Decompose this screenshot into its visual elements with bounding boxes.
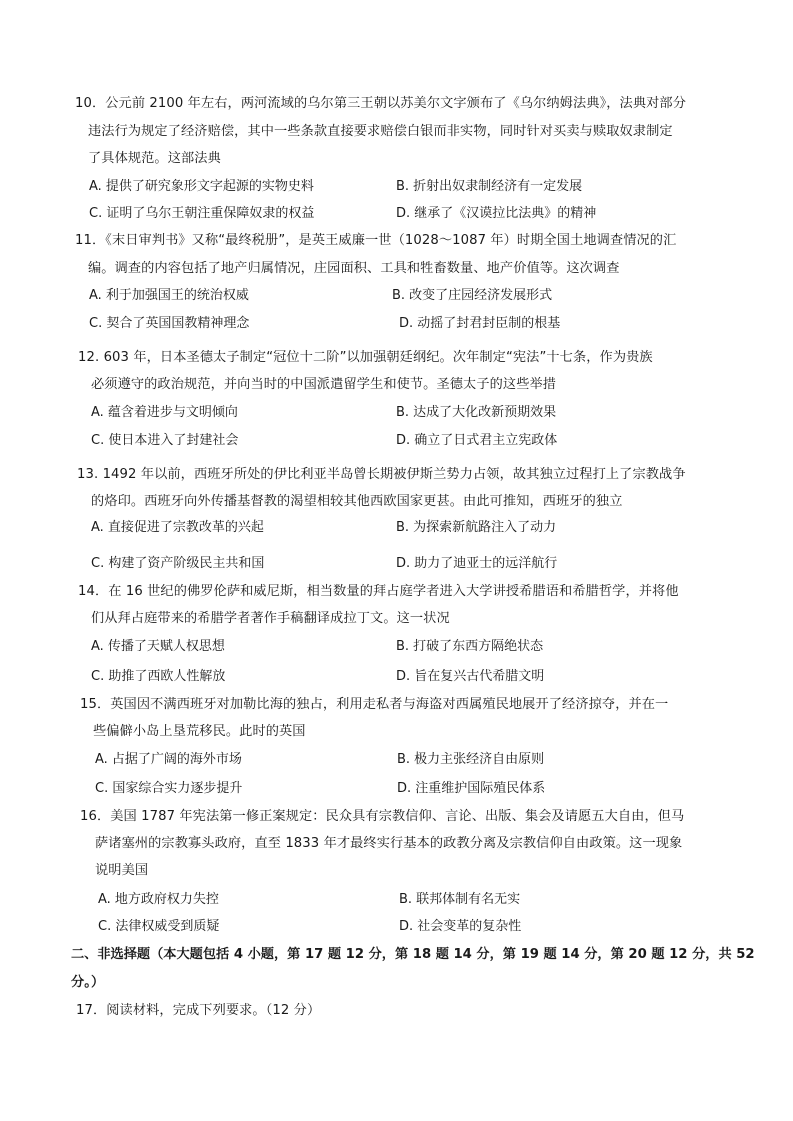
question-12-line-1: 12. 603 年，日本圣德太子制定“冠位十二阶”以加强朝廷纲纪。次年制定“宪法”十七条，作为贵族: [78, 350, 653, 365]
question-15-option-c: C. 国家综合实力逐步提升: [95, 781, 243, 796]
section-2-heading-line-1: 二、非选择题（本大题包括 4 小题，第 17 题 12 分，第 18 题 14 分，第 19 题 14 分，第 20 题 12 分，共 52: [71, 947, 755, 962]
question-12-line-2: 必须遵守的政治规范，并向当时的中国派遣留学生和使节。圣德太子的这些举措: [91, 377, 557, 392]
question-10-option-c: C. 证明了乌尔王朝注重保障奴隶的权益: [89, 206, 315, 221]
question-11-option-b: B. 改变了庄园经济发展形式: [392, 288, 553, 303]
question-15-option-d: D. 注重维护国际殖民体系: [397, 781, 546, 796]
question-10-line-2: 违法行为规定了经济赔偿，其中一些条款直接要求赔偿白银而非实物，同时针对买卖与赎取奴隶制定: [88, 124, 673, 139]
question-10-option-b: B. 折射出奴隶制经济有一定发展: [396, 179, 583, 194]
question-10-line-1: 10．公元前 2100 年左右，两河流域的乌尔第三王朝以苏美尔文字颁布了《乌尔纳姆法典》，法典对部分: [75, 96, 686, 111]
question-13-option-a: A. 直接促进了宗教改革的兴起: [91, 520, 264, 535]
question-14-option-d: D. 旨在复兴古代希腊文明: [396, 669, 545, 684]
question-14-option-a: A. 传播了天赋人权思想: [91, 639, 225, 654]
question-15-line-1: 15．英国因不满西班牙对加勒比海的独占，利用走私者与海盗对西属殖民地展开了经济掠夺，并在一: [80, 697, 669, 712]
question-16-option-a: A. 地方政府权力失控: [98, 892, 219, 907]
question-14-option-b: B. 打破了东西方隔绝状态: [396, 639, 544, 654]
question-15-line-2: 些偏僻小岛上垦荒移民。此时的英国: [93, 724, 306, 739]
question-16-line-1: 16．美国 1787 年宪法第一修正案规定：民众具有宗教信仰、言论、出版、集会及请愿五大自由，但马: [80, 809, 685, 824]
question-16-option-d: D. 社会变革的复杂性: [399, 919, 522, 934]
question-14-option-c: C. 助推了西欧人性解放: [91, 669, 226, 684]
question-12-option-b: B. 达成了大化改新预期效果: [396, 405, 557, 420]
question-11-option-d: D. 动摇了封君封臣制的根基: [399, 316, 561, 331]
question-13-option-c: C. 构建了资产阶级民主共和国: [91, 556, 265, 571]
question-11-option-c: C. 契合了英国国教精神理念: [89, 316, 250, 331]
question-13-line-1: 13. 1492 年以前，西班牙所处的伊比利亚半岛曾长期被伊斯兰势力占领，故其独立过程打上了宗教战争: [77, 467, 686, 482]
question-13-option-d: D. 助力了迪亚士的远洋航行: [396, 556, 558, 571]
question-13-option-b: B. 为探索新航路注入了动力: [396, 520, 557, 535]
question-16-option-b: B. 联邦体制有名无实: [399, 892, 521, 907]
section-2-heading-line-2: 分。）: [71, 975, 105, 990]
question-10-option-d: D. 继承了《汉谟拉比法典》的精神: [396, 206, 597, 221]
question-13-line-2: 的烙印。西班牙向外传播基督教的渴望相较其他西欧国家更甚。由此可推知，西班牙的独立: [91, 494, 623, 509]
question-16-option-c: C. 法律权威受到质疑: [98, 919, 220, 934]
question-16-line-3: 说明美国: [95, 863, 149, 878]
question-11-line-1: 11．《末日审判书》又称“最终税册”，是英王威廉一世（1028～1087 年）时期全国土地调查情况的汇: [75, 233, 677, 248]
question-17-prompt: 17．阅读材料，完成下列要求。（12 分）: [76, 1003, 321, 1018]
question-12-option-a: A. 蕴含着进步与文明倾向: [91, 405, 238, 420]
question-14-line-2: 们从拜占庭带来的希腊学者著作手稿翻译成拉丁文。这一状况: [91, 611, 450, 626]
question-15-option-a: A. 占据了广阔的海外市场: [95, 752, 242, 767]
question-12-option-d: D. 确立了日式君主立宪政体: [396, 433, 558, 448]
question-11-line-2: 编。调查的内容包括了地产归属情况，庄园面积、工具和牲畜数量、地产价值等。这次调查: [88, 261, 620, 276]
question-14-line-1: 14．在 16 世纪的佛罗伦萨和威尼斯，相当数量的拜占庭学者进入大学讲授希腊语和希腊哲学，并将他: [78, 584, 679, 599]
question-10-line-3: 了具体规范。这部法典: [88, 151, 221, 166]
question-15-option-b: B. 极力主张经济自由原则: [397, 752, 545, 767]
question-11-option-a: A. 利于加强国王的统治权威: [89, 288, 249, 303]
question-12-option-c: C. 使日本进入了封建社会: [91, 433, 239, 448]
question-16-line-2: 萨诸塞州的宗教寡头政府，直至 1833 年才最终实行基本的政教分离及宗教信仰自由政策。这一现象: [95, 836, 683, 851]
question-10-option-a: A. 提供了研究象形文字起源的实物史料: [89, 179, 314, 194]
